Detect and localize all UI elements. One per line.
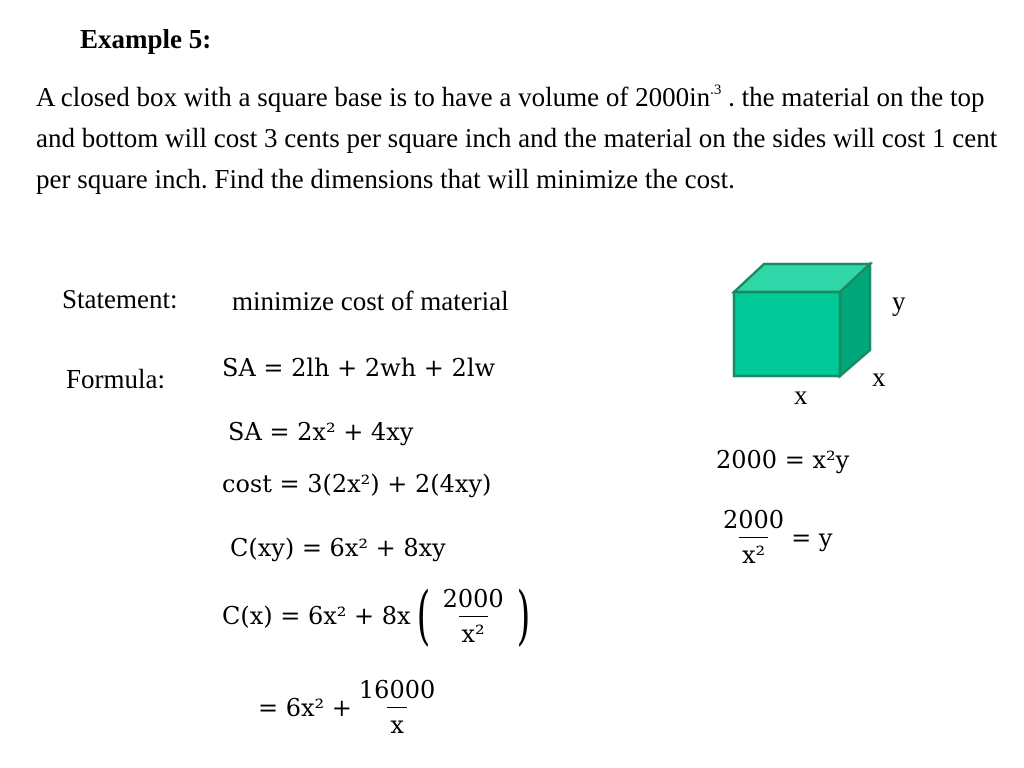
right-paren: ): [516, 579, 530, 653]
fraction-denominator: x²: [459, 616, 488, 648]
fraction-16000-over-x: [356, 676, 438, 739]
box-front-face: [734, 292, 840, 376]
formula-label: Formula:: [66, 364, 165, 394]
problem-text-part2: . the material on the top and bottom will cost 3 cents per square inch and the material on the sides will cost 1 cent per square inch. Find the dimensions that will minimize the cost.: [36, 82, 998, 194]
example-title: Example 5:: [80, 24, 212, 54]
fraction-2000-over-x2: [720, 506, 787, 569]
problem-text-part1: A closed box with a square base is to have a volume of 2000in: [36, 82, 711, 112]
problem-exponent: .3: [710, 82, 722, 98]
volume-equation: 2000 = x²y: [716, 446, 850, 474]
box-label-x-front: x: [794, 380, 808, 410]
solved-y-equation: [720, 506, 832, 569]
equation-cost-simplified-left: = 6x² +: [258, 693, 352, 722]
equation-cost-x: [222, 579, 536, 653]
equation-cost-x-left: C(x) = 6x² + 8x: [222, 602, 411, 630]
statement-label: Statement:: [62, 284, 178, 314]
statement-text: minimize cost of material: [232, 286, 509, 316]
fraction-numerator: 2000: [723, 506, 785, 534]
equation-surface-area-general: SA = 2lh + 2wh + 2lw: [222, 354, 496, 382]
box-illustration: [728, 258, 878, 382]
fraction-numerator: 16000: [358, 676, 436, 704]
equation-cost: cost = 3(2x²) + 2(4xy): [222, 470, 492, 498]
equation-cost-simplified: [258, 676, 442, 739]
left-paren: (: [416, 579, 430, 653]
fraction-numerator: 2000: [442, 584, 504, 613]
box-label-y: y: [892, 286, 906, 316]
equation-cost-xy: C(xy) = 6x² + 8xy: [230, 534, 446, 562]
fraction-2000-over-x2: [440, 585, 507, 648]
equation-surface-area-x: SA = 2x² + 4xy: [228, 418, 414, 446]
problem-text: [36, 70, 1016, 200]
parenthesized-fraction: [411, 579, 536, 653]
box-label-x-side: x: [872, 362, 886, 392]
fraction-denominator: x²: [739, 537, 768, 569]
solved-y-rhs: = y: [791, 523, 833, 552]
fraction-denominator: x: [387, 707, 407, 739]
